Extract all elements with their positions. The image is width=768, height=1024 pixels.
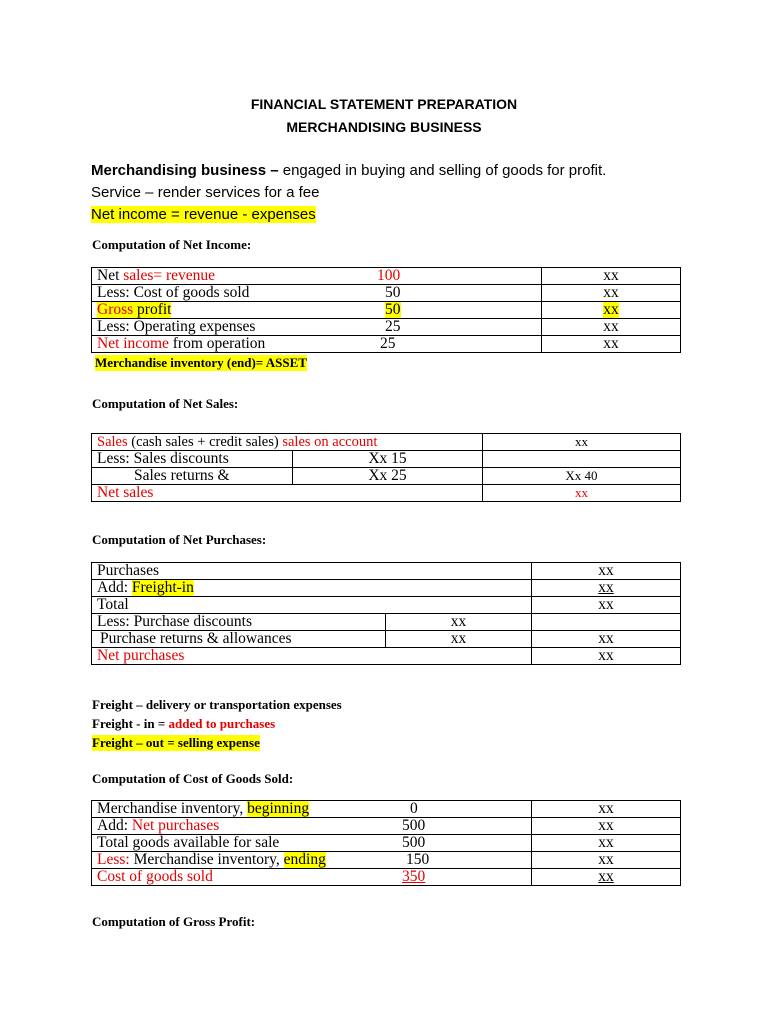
table-row [92,563,681,580]
table-row [92,801,681,818]
table-row [92,285,681,302]
row-amount: Xx 25 [293,468,483,485]
row-total: xx [542,268,681,285]
row-label: Less: Cost of goods sold [97,284,250,301]
net-income-heading: Computation of Net Income: [92,237,252,252]
row-label: Merchandise inventory, [129,851,284,868]
row-label-highlight: Freight-in [131,579,194,596]
net-sales-table [91,433,681,502]
row-label: Less: Operating expenses [97,318,256,335]
freight-in-label: Freight - in = [92,716,169,731]
row-label-highlight: sales= revenue [123,267,216,284]
row-label: Total [92,597,532,614]
row-total: xx [532,597,681,614]
row-amount: 50 [385,301,401,318]
table-row [92,451,681,468]
row-total: xx [532,563,681,580]
row-label-highlight: sales on account [282,434,378,450]
row-label-highlight: ending [283,851,326,868]
cogs-table [91,800,681,886]
table-row [92,485,681,502]
row-label-highlight: Gross [97,301,134,318]
net-sales-heading: Computation of Net Sales: [92,396,239,411]
freight-definition: Freight – delivery or transportation expenses [92,697,342,712]
row-total: xx [532,869,681,886]
table-row [92,268,681,285]
row-total: Xx 40 [483,468,681,485]
net-purchases-table [91,562,681,665]
row-label-highlight: Cost of goods sold [97,868,213,885]
table-row [92,468,681,485]
page-subtitle: MERCHANDISING BUSINESS [286,119,482,135]
table-row [92,580,681,597]
row-label: Less: Sales discounts [92,451,293,468]
row-total: xx [483,485,681,502]
row-label: Sales returns & [92,468,293,485]
page-title: FINANCIAL STATEMENT PREPARATION [250,96,518,112]
row-amount: 25 [385,318,401,335]
table-row [92,869,681,886]
cogs-heading: Computation of Cost of Goods Sold: [92,771,294,786]
row-total: xx [532,631,681,648]
row-total: xx [532,580,681,597]
row-amount: 150 [406,851,430,868]
row-amount: 350 [402,868,426,885]
merchandising-description: engaged in buying and selling of goods for profit. [282,162,607,179]
row-label: Add: [97,817,132,834]
row-label: Less: Purchase discounts [92,614,386,631]
row-total: xx [483,434,681,451]
row-amount: 500 [402,834,426,851]
inventory-asset-note: Merchandise inventory (end)= ASSET [95,355,307,370]
net-income-table [91,267,681,353]
row-amount: 25 [380,335,396,352]
row-total: xx [532,835,681,852]
table-row [92,434,681,451]
row-total: xx [532,852,681,869]
row-amount: xx [386,631,532,648]
row-total: xx [532,648,681,665]
row-label: Total goods available for sale [97,834,280,851]
row-label: profit [133,301,172,318]
row-total: xx [542,336,681,353]
freight-in-rule: added to purchases [168,716,276,731]
row-label-highlight: Net sales [92,485,483,502]
row-label: Net [97,267,124,284]
row-label-highlight: beginning [247,800,310,817]
row-label: (cash sales + credit sales) [127,434,283,450]
service-definition: Service – render services for a fee [91,184,320,201]
table-row [92,835,681,852]
row-label: Purchase returns & allowances [92,631,386,648]
row-label-highlight: Net purchases [92,648,532,665]
table-row [92,336,681,353]
freight-in-note [92,716,275,732]
row-amount: 100 [377,267,401,284]
table-row [92,597,681,614]
row-label: Add: [97,579,132,596]
net-purchases-heading: Computation of Net Purchases: [92,532,267,547]
row-label: Purchases [92,563,532,580]
row-amount: 0 [410,800,418,817]
row-label: Merchandise inventory, [97,800,248,817]
table-row [92,631,681,648]
row-total: xx [603,301,619,318]
table-row [92,614,681,631]
table-row [92,852,681,869]
row-amount: Xx 15 [293,451,483,468]
row-total: xx [542,319,681,336]
row-label: from operation [168,335,266,352]
row-label-highlight: Net income [97,335,169,352]
row-label-highlight: Less: [97,851,130,868]
merchandising-term: Merchandising business – [91,162,279,179]
net-income-formula: Net income = revenue - expenses [91,206,316,223]
row-total: xx [532,801,681,818]
row-label-highlight: Net purchases [131,817,220,834]
row-total: xx [542,285,681,302]
row-label-highlight: Sales [97,434,128,450]
gross-profit-heading: Computation of Gross Profit: [92,914,256,929]
row-amount: 50 [385,284,401,301]
row-total: xx [532,818,681,835]
row-amount: 500 [402,817,426,834]
table-row [92,319,681,336]
table-row [92,818,681,835]
table-row [92,648,681,665]
table-row [92,302,681,319]
freight-out-note: Freight – out = selling expense [92,735,260,750]
merchandising-definition [91,162,606,179]
row-amount: xx [386,614,532,631]
